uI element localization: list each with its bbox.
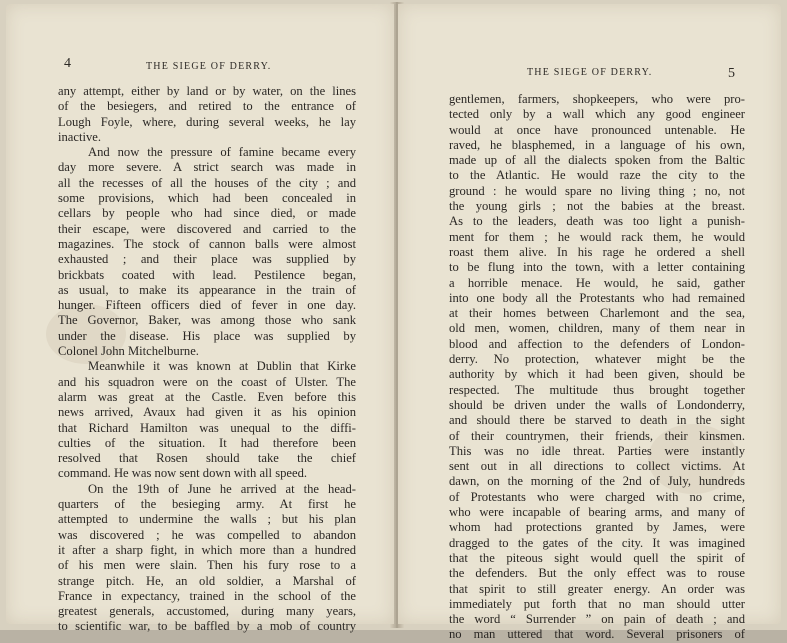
right-page <box>398 4 781 642</box>
text-line: authority by which it had been given, should be <box>449 367 745 382</box>
text-line: the word “ Surrender ” on pain of death ; and <box>449 612 745 627</box>
text-line: derry. No protection, whatever might be the <box>449 352 745 367</box>
text-line: brickbats coated with lead. Pestilence began, <box>58 267 356 282</box>
text-line: attempted to undermine the walls ; but his plan <box>58 512 356 527</box>
text-line: at their homes between Charlemont and the sea, <box>449 306 745 321</box>
text-line: respected. The multitude thus brought together <box>449 382 745 397</box>
text-line: exhausted ; and their place was supplied by <box>58 252 356 267</box>
text-line: hunger. Fifteen officers died of fever in one day. <box>58 298 356 313</box>
text-line: of Protestants who were charged with no crime, <box>449 489 745 504</box>
text-line: raved, he blasphemed, in a language of his own, <box>449 137 745 152</box>
text-line: news arrived, Avaux had given it as his opinion <box>58 405 356 420</box>
text-line: to scientific war, to be baffled by a mob of country <box>58 619 356 634</box>
text-line: ground : he would spare no living thing ; no, not <box>449 183 745 198</box>
text-line: dragged to the gates of the city. It was imagined <box>449 535 745 550</box>
text-line: made up of all the dialects spoken from the Baltic <box>449 153 745 168</box>
text-line: to the Atlantic. He would raze the city to the <box>449 168 745 183</box>
page-number: 4 <box>64 56 71 71</box>
text-line: resolved that Rosen should take the chief <box>58 451 356 466</box>
text-line: This was no idle threat. Parties were instantly <box>449 443 745 458</box>
text-line: blood and affection to the defenders of London- <box>449 336 745 351</box>
text-line: all the recesses of all the houses of the city ; and <box>58 175 356 190</box>
text-line: dawn, on the morning of the 2nd of July, hundreds <box>449 474 745 489</box>
text-line: under the disease. His place was supplied by <box>58 328 356 343</box>
body-text <box>449 92 745 643</box>
text-line: to be flung into the town, with a letter containing <box>449 260 745 275</box>
left-page <box>6 4 394 634</box>
text-line: As to the leaders, death was too light a punish- <box>449 214 745 229</box>
text-line: day more severe. A strict search was made in <box>58 160 356 175</box>
text-line: And now the pressure of famine became every <box>88 145 356 160</box>
text-line: magazines. The stock of cannon balls were almost <box>58 236 356 251</box>
text-line: some provisions, which had been concealed in <box>58 191 356 206</box>
text-line: their escape, were discovered and carried to the <box>58 221 356 236</box>
text-line: command. He was now sent down with all speed. <box>58 466 308 481</box>
text-line: whom had protections granted by James, were <box>449 520 745 535</box>
text-line: the defenders. But the only effect was to rouse <box>449 566 745 581</box>
text-line: strange pitch. He, an old soldier, a Marshal of <box>58 573 356 588</box>
text-line: the young girls ; not the babies at the breast. <box>449 199 745 214</box>
running-head: THE SIEGE OF DERRY. <box>146 61 272 72</box>
text-line: culties of the situation. It had therefore been <box>58 435 356 450</box>
text-line: into one body all the Protestants who had remained <box>449 290 745 305</box>
text-line: no man uttered that word. Several prisoners of <box>449 627 745 642</box>
text-line: and should there be starved to death in the sight <box>449 413 745 428</box>
text-line: should be driven under the walls of Londonderry, <box>449 397 745 412</box>
text-line: greatest generals, accustomed, during many years, <box>58 604 356 619</box>
text-line: quarters of the besieging army. At first he <box>58 497 356 512</box>
text-line: and his squadron were on the coast of Ulster. The <box>58 374 356 389</box>
text-line: old men, women, children, many of them near in <box>449 321 745 336</box>
text-line: it after a sharp fight, in which more than a hundred <box>58 542 356 557</box>
text-line: would at once have pronounced untenable. He <box>449 122 745 137</box>
text-line: was discovered ; he was compelled to abandon <box>58 527 356 542</box>
text-line: On the 19th of June he arrived at the head- <box>88 481 356 496</box>
text-line: of the besiegers, and retired to the entrance of <box>58 99 356 114</box>
body-text <box>58 84 356 635</box>
text-line: cellars by people who had since died, or made <box>58 206 356 221</box>
text-line: of his men were slain. Then his fury rose to a <box>58 558 356 573</box>
text-line: as usual, to make its appearance in the train of <box>58 282 356 297</box>
text-line: The Governor, Baker, was among those who sank <box>58 313 356 328</box>
text-line: France in expectancy, trained in the school of the <box>58 588 356 603</box>
text-line: Meanwhile it was known at Dublin that Kirke <box>88 359 356 374</box>
text-line: ment for them ; he would rack them, he would <box>449 229 745 244</box>
text-line: sent out in all directions to collect victims. At <box>449 459 745 474</box>
text-line: Colonel John Mitchelburne. <box>58 344 199 359</box>
running-head: THE SIEGE OF DERRY. <box>527 67 653 78</box>
text-line: a horrible menace. He would, he said, gather <box>449 275 745 290</box>
text-line: that Richard Hamilton was unequal to the diffi- <box>58 420 356 435</box>
text-line: that spirit to still greater energy. An order was <box>449 581 745 596</box>
text-line: roast them alive. In his rage he ordered a shell <box>449 244 745 259</box>
text-line: Lough Foyle, where, during several weeks, he lay <box>58 114 356 129</box>
text-line: gentlemen, farmers, shopkeepers, who were pro- <box>449 92 745 106</box>
text-line: that the piteous sight would quell the spirit of <box>449 550 745 565</box>
page-number: 5 <box>728 66 735 81</box>
text-line: who were incapable of bearing arms, and many of <box>449 505 745 520</box>
text-line: immediately put forth that no man should utter <box>449 596 745 611</box>
text-line: alarm was great at the Castle. Even before this <box>58 389 356 404</box>
text-line: any attempt, either by land or by water, on the lines <box>58 84 356 98</box>
text-line: of their countrymen, their friends, their kinsmen. <box>449 428 745 443</box>
text-line: tected only by a wall which any good engineer <box>449 107 745 122</box>
text-line: inactive. <box>58 129 102 144</box>
